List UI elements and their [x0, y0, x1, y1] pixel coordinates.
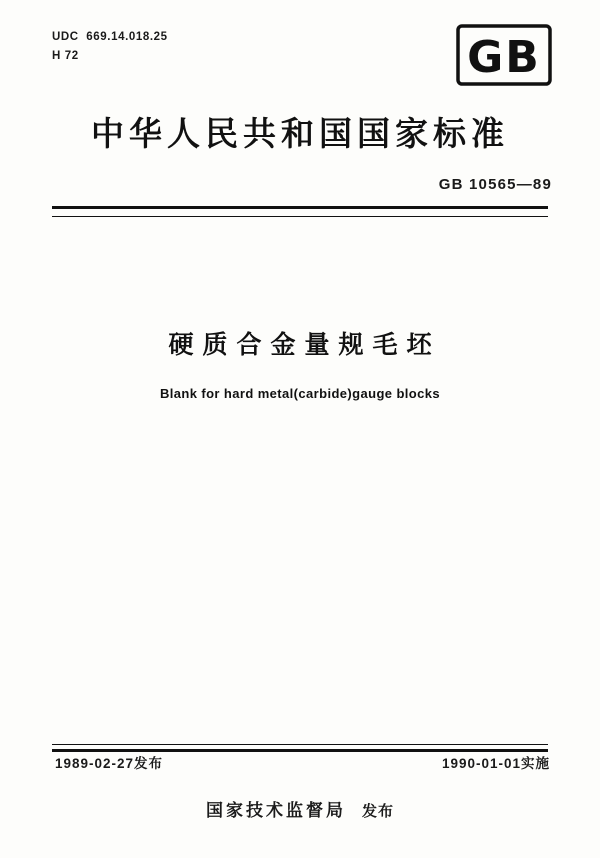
- divider-bottom-thin: [52, 744, 548, 745]
- udc-code: UDC 669.14.018.25: [52, 31, 168, 43]
- udc-classification-block: [52, 28, 168, 66]
- issue-date: 1989-02-27发布: [55, 756, 164, 771]
- publisher-organization: 国家技术监督局: [205, 801, 346, 821]
- subject-title-english: Blank for hard metal(carbide)gauge blocks: [159, 386, 441, 401]
- subject-title-chinese: 硬质合金量规毛坯: [168, 330, 441, 359]
- classification-code: H 72: [52, 50, 79, 62]
- gb-emblem-icon: [456, 24, 552, 86]
- publisher-line: [0, 796, 600, 821]
- publisher-verb: 发布: [361, 802, 394, 820]
- divider-top-thin: [52, 216, 548, 217]
- svg-text:GB: GB: [467, 32, 541, 83]
- page-title: 中华人民共和国国家标准: [91, 114, 509, 153]
- standard-number: GB 10565—89: [438, 176, 552, 193]
- effective-date: 1990-01-01实施: [441, 756, 550, 771]
- divider-top-thick: [52, 206, 548, 209]
